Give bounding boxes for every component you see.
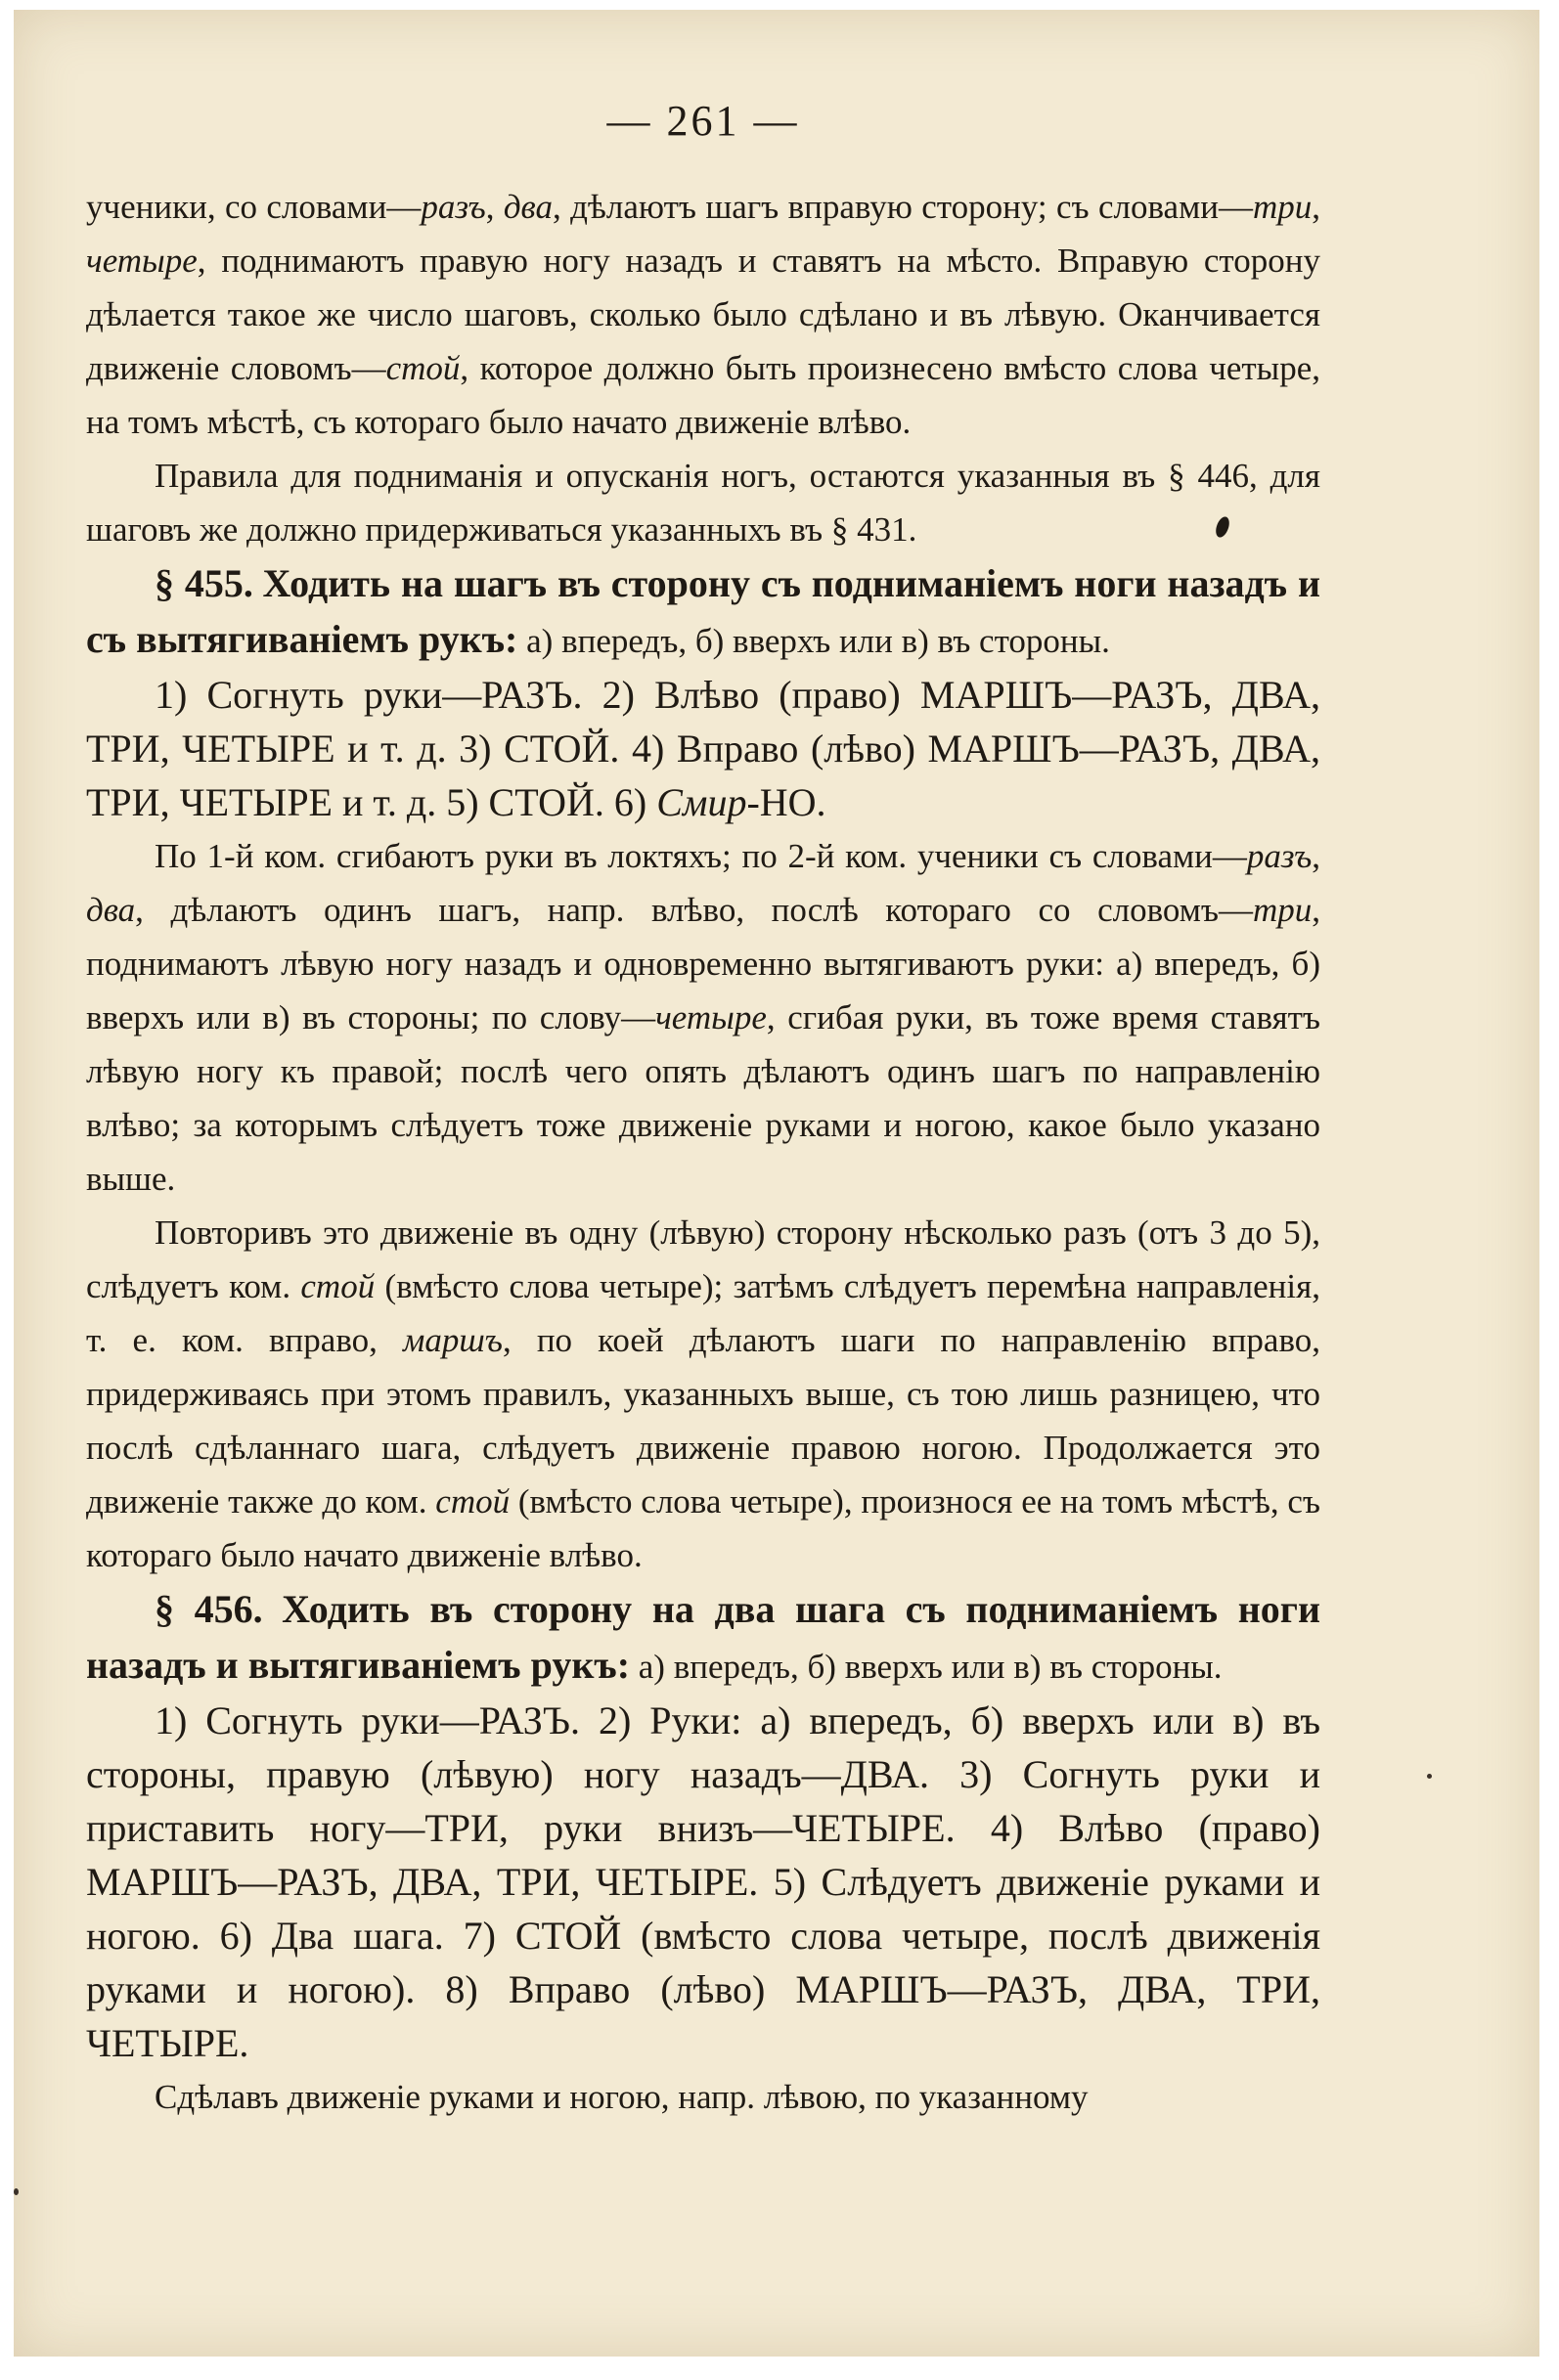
text-run: (вмѣсто слова четыре), произнося ее на томъ мѣстѣ, съ котораго было начато движеніе влѣво. <box>86 1482 1320 1574</box>
text-run: , которое должно быть произнесено вмѣсто слова четыре, на томъ мѣстѣ, съ котораго было начато движеніе влѣво. <box>86 349 1320 441</box>
italic-word: Смир <box>656 780 747 824</box>
italic-word: стой <box>300 1267 376 1305</box>
commands-456: 1) Согнуть руки—РАЗЪ. 2) Руки: а) впередъ, б) вверхъ или в) въ стороны, правую (лѣвую) ногу назадъ—ДВА. 3) Согнуть руки и приставить ногу—ТРИ, руки внизъ—ЧЕТЫРЕ. 4) Влѣво (право) МАРШЪ—РАЗЪ, ДВА, ТРИ, ЧЕТЫРЕ. 5) Слѣдуетъ движеніе руками и ногою. 6) Два шага. 7) СТОЙ (вмѣсто слова четыре, послѣ движенія руками и ногою). 8) Вправо (лѣво) МАРШЪ—РАЗЪ, ДВА, ТРИ, ЧЕТЫРЕ. <box>86 1698 1320 2065</box>
italic-word: два <box>503 188 553 226</box>
text-run: , сгибая руки, въ тоже время ставятъ лѣвую ногу къ правой; послѣ чего опять дѣлаютъ одинъ шагъ по направленію влѣво; за которымъ слѣдуетъ тоже движеніе руками и ногою, какое было указано выше. <box>86 998 1321 1198</box>
section-title-rest: а) впередъ, б) вверхъ или в) въ стороны. <box>630 1648 1223 1686</box>
italic-word: разъ <box>421 188 486 226</box>
text-run: 1) Согнуть руки—РАЗЪ. 2) Влѣво (право) МАРШЪ—РАЗЪ, ДВА, ТРИ, ЧЕТЫРЕ и т. д. 3) СТОЙ. 4) Вправо (лѣво) МАРШЪ—РАЗЪ, ДВА, ТРИ, ЧЕТЫРЕ и т. д. 5) СТОЙ. 6) <box>86 673 1320 824</box>
text-run: , дѣлаютъ шагъ вправую сторону; съ словами— <box>552 188 1253 226</box>
paragraph-455-repeat <box>86 1206 1320 1582</box>
paragraph-455-explanation <box>86 829 1320 1206</box>
italic-word: разъ <box>1246 837 1313 875</box>
text-run: Повторивъ это движеніе въ одну (лѣвую) сторону нѣсколько разъ (отъ 3 до 5), слѣдуетъ ком. <box>86 1213 1320 1305</box>
paragraph-continued <box>86 180 1320 449</box>
text-run: , <box>1312 188 1320 226</box>
page-number: — 261 — <box>606 97 800 145</box>
italic-word: стой <box>385 349 461 387</box>
section-456-heading <box>86 1582 1320 1694</box>
italic-word: три <box>1252 188 1313 226</box>
section-455-heading <box>86 556 1320 668</box>
text-run: , <box>1312 837 1320 875</box>
page-body <box>86 180 1320 2124</box>
section-title-rest: а) впередъ, б) вверхъ или в) въ стороны. <box>517 622 1110 660</box>
ink-dot <box>1427 1774 1432 1779</box>
text-run: По 1-й ком. сгибаютъ руки въ локтяхъ; по 2-й ком. ученики съ словами— <box>155 837 1247 875</box>
book-page <box>14 10 1539 2357</box>
section-title: Ходить на шагъ въ сторону съ подниманіемъ ноги назадъ и съ вытягиваніемъ рукъ: <box>86 561 1321 661</box>
text-run: , дѣлаютъ одинъ шагъ, напр. влѣво, послѣ котораго со словомъ— <box>135 891 1253 929</box>
text-run: , <box>485 188 504 226</box>
text-run: -НО. <box>746 780 826 824</box>
italic-word: три <box>1252 891 1313 929</box>
italic-word: четыре <box>655 998 767 1036</box>
text-run: (вмѣсто слова четыре); затѣмъ слѣдуетъ перемѣна направленія, т. е. ком. вправо, <box>86 1267 1320 1359</box>
italic-word: стой <box>435 1482 511 1521</box>
paragraph-456-start: Сдѣлавъ движеніе руками и ногою, напр. лѣвою, по указанному <box>155 2078 1089 2116</box>
text-run: ученики, со словами— <box>86 188 422 226</box>
text-run: , по коей дѣлаютъ шаги по направленію вправо, придерживаясь при этомъ правилъ, указанныхъ выше, съ тою лишь разницею, что послѣ сдѣланнаго шага, слѣдуетъ движеніе правою ногою. Продолжается это движеніе также до ком. <box>86 1321 1320 1521</box>
section-number: § 456. <box>155 1587 263 1631</box>
section-number: § 455. <box>155 561 253 605</box>
commands-455 <box>86 668 1320 829</box>
ink-dot <box>14 2188 19 2195</box>
text-run: , поднимаютъ правую ногу назадъ и ставятъ на мѣсто. Вправую сторону дѣлается такое же число шаговъ, сколько было сдѣлано и въ лѣвую. Оканчивается движеніе словомъ— <box>86 242 1320 387</box>
italic-word: маршъ <box>403 1321 503 1359</box>
text-run: , поднимаютъ лѣвую ногу назадъ и одновременно вытягиваютъ руки: а) впередъ, б) вверхъ или в) въ стороны; по слову— <box>86 891 1320 1036</box>
italic-word: два <box>86 891 136 929</box>
paragraph-rules: Правила для подниманія и опусканія ногъ, остаются указанныя въ § 446, для шаговъ же должно придерживаться указанныхъ въ § 431. <box>86 457 1320 549</box>
italic-word: четыре <box>86 242 198 280</box>
section-title: Ходить въ сторону на два шага съ подниманіемъ ноги назадъ и вытягиваніемъ рукъ: <box>86 1587 1321 1687</box>
